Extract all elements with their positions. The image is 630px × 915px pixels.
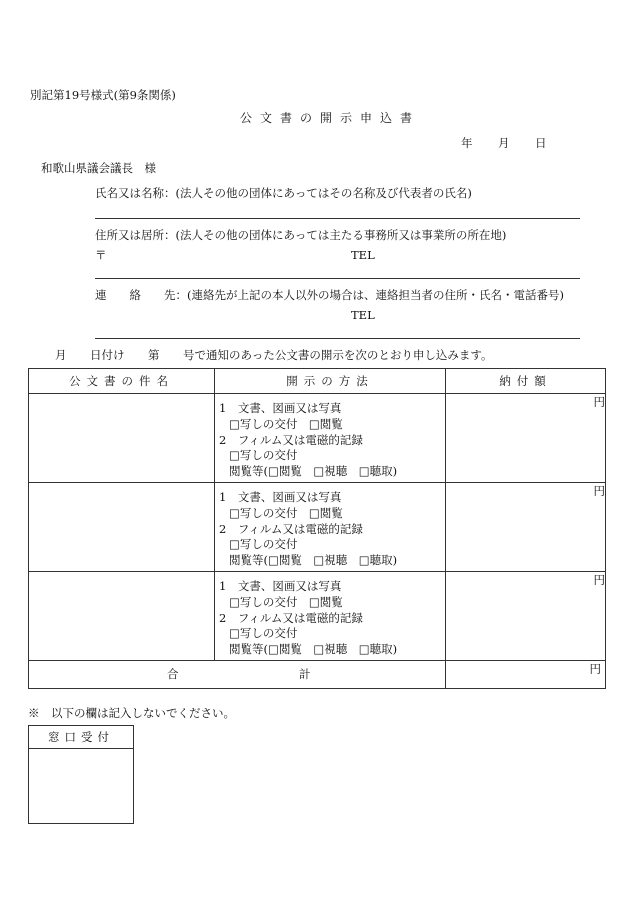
address-tel-label: TEL [351, 248, 375, 262]
table-header-row [29, 369, 606, 394]
date-day-label: 日 [535, 136, 547, 150]
name-field[interactable] [95, 218, 580, 219]
method-item2-view-options[interactable]: 閲覧等(□閲覧 □視聴 □聴取) [229, 464, 398, 479]
notice-month: 月 [55, 348, 67, 362]
method-item2: 2 フィルム又は電磁的記録 [219, 521, 363, 536]
office-use-note: ※ 以下の欄は記入しないでください。 [28, 706, 235, 720]
window-reception-header: 窓口受付 [29, 726, 133, 749]
method-cell [215, 572, 446, 661]
fee-unit: 円 [593, 484, 605, 498]
address-field[interactable] [95, 278, 580, 279]
form-title: 公文書の開示申込書 [240, 111, 421, 125]
form-number: 別記第19号様式(第9条関係) [30, 88, 176, 102]
contact-label: 連 絡 先：(連絡先が上記の本人以外の場合は、連絡担当者の住所・氏名・電話番号) [95, 288, 564, 302]
header-method: 開示の方法 [215, 369, 446, 394]
total-unit: 円 [589, 662, 601, 676]
total-label-right: 計 [299, 667, 311, 681]
window-reception-box [28, 725, 134, 824]
header-fee: 納付額 [446, 369, 606, 394]
total-label-cell [29, 661, 446, 689]
total-row [29, 661, 606, 689]
subject-cell[interactable] [29, 394, 215, 483]
date-month-label: 月 [498, 136, 510, 150]
total-fee-cell[interactable] [446, 661, 606, 689]
method-item2-copy-option[interactable]: □写しの交付 [229, 537, 298, 552]
method-item2-view-options[interactable]: 閲覧等(□閲覧 □視聴 □聴取) [229, 553, 398, 568]
address-label: 住所又は居所：(法人その他の団体にあっては主たる事務所又は事業所の所在地) [95, 228, 507, 242]
addressee: 和歌山県議会議長 様 [41, 161, 156, 175]
table-row [29, 394, 606, 483]
method-cell [215, 483, 446, 572]
method-item1-options[interactable]: □写しの交付 □閲覧 [229, 505, 343, 520]
fee-unit: 円 [593, 395, 605, 409]
contact-tel-label: TEL [351, 308, 375, 322]
name-label: 氏名又は名称：(法人その他の団体にあってはその名称及び代表者の氏名) [95, 186, 472, 200]
method-item2: 2 フィルム又は電磁的記録 [219, 610, 363, 625]
method-item1-options[interactable]: □写しの交付 □閲覧 [229, 416, 343, 431]
total-label-left: 合 [167, 667, 179, 681]
method-item1-options[interactable]: □写しの交付 □閲覧 [229, 594, 343, 609]
postal-mark: 〒 [95, 248, 107, 262]
subject-cell[interactable] [29, 572, 215, 661]
fee-unit: 円 [593, 573, 605, 587]
notice-sentence: 号で通知のあった公文書の開示を次のとおり申し込みます。 [183, 348, 493, 362]
method-cell [215, 394, 446, 483]
contact-field[interactable] [95, 338, 580, 339]
date-year-label: 年 [461, 136, 473, 150]
method-item2-view-options[interactable]: 閲覧等(□閲覧 □視聴 □聴取) [229, 642, 398, 657]
subject-cell[interactable] [29, 483, 215, 572]
request-table [28, 368, 606, 689]
method-item2-copy-option[interactable]: □写しの交付 [229, 626, 298, 641]
notice-dated: 日付け [90, 348, 125, 362]
fee-cell[interactable] [446, 572, 606, 661]
method-item2-copy-option[interactable]: □写しの交付 [229, 448, 298, 463]
fee-cell[interactable] [446, 394, 606, 483]
table-row [29, 572, 606, 661]
method-item1: 1 文書、図画又は写真 [219, 490, 342, 504]
method-item1: 1 文書、図画又は写真 [219, 579, 342, 593]
header-subject: 公文書の件名 [29, 369, 215, 394]
table-row [29, 483, 606, 572]
fee-cell[interactable] [446, 483, 606, 572]
notice-number-prefix: 第 [148, 348, 160, 362]
method-item2: 2 フィルム又は電磁的記録 [219, 432, 363, 447]
method-item1: 1 文書、図画又は写真 [219, 401, 342, 415]
